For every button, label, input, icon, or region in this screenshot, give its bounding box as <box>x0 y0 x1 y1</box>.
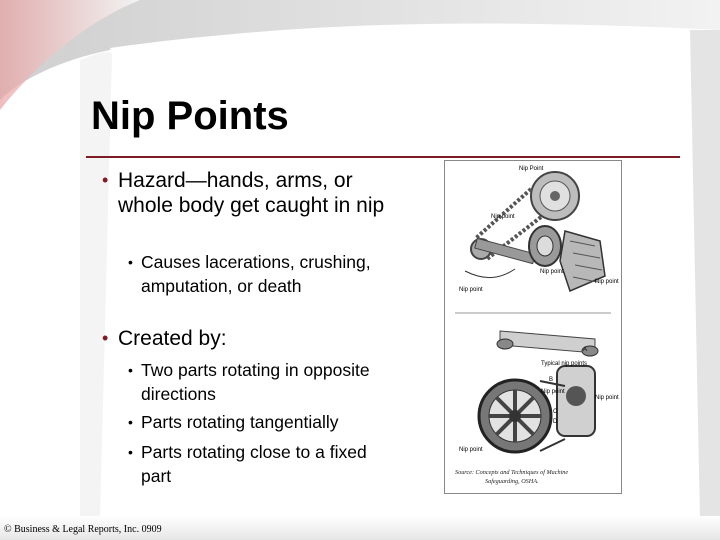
sub-bullet-item <box>128 358 381 406</box>
bullet-dot-icon: • <box>102 170 109 190</box>
sub-bullet-text: Parts rotating tangentially <box>141 412 339 432</box>
bullet-item <box>98 168 388 218</box>
sub-bullet-item <box>128 250 381 298</box>
machinery-diagram <box>445 161 621 493</box>
label-nip-point-lower-right: Nip point <box>595 395 619 401</box>
page-title: Nip Points <box>91 94 289 138</box>
flywheel-icon <box>479 366 595 452</box>
sub-bullet-item <box>128 410 381 434</box>
sub-bullet-text: Causes lacerations, crushing, amputation, or death <box>141 252 371 296</box>
sub-bullet-item <box>128 440 381 488</box>
copyright-footer: © Business & Legal Reports, Inc. 0909 <box>4 524 162 535</box>
bullet-text: Created by: <box>118 327 227 350</box>
bullet-dot-icon: • <box>128 444 133 460</box>
bullet-dot-icon: • <box>102 328 109 348</box>
nip-points-illustration <box>444 160 622 494</box>
label-nip-point-right: Nip point <box>595 279 619 285</box>
label-nip-point-upper: Nip point <box>491 214 515 220</box>
bullet-text: Hazard—hands, arms, or whole body get caught in nip <box>118 169 385 217</box>
bullet-dot-icon: • <box>128 254 133 270</box>
label-typical-nip-points: Typical nip points <box>541 361 588 367</box>
label-letter-b: B <box>549 377 554 383</box>
sub-bullet-text: Parts rotating close to a fixed part <box>141 442 367 486</box>
label-letter-c: C <box>553 409 558 415</box>
bullet-item <box>98 326 388 351</box>
bullet-dot-icon: • <box>128 414 133 430</box>
label-nip-point-top: Nip Point <box>519 166 544 172</box>
label-nip-point-left: Nip point <box>459 287 483 293</box>
label-nip-point-d: Nip point <box>541 389 565 395</box>
bullet-dot-icon: • <box>128 362 133 378</box>
label-nip-point-bottom-left: Nip point <box>459 447 483 453</box>
label-letter-a: A <box>583 347 588 353</box>
label-nip-point-mid: Nip point <box>540 269 564 275</box>
figure-source-line-1: Source: Concepts and Techniques of Machine <box>455 469 569 476</box>
figure-source-line-2: Safeguarding, OSHA. <box>485 478 539 485</box>
sub-bullet-text: Two parts rotating in opposite directions <box>141 360 370 404</box>
label-letter-d: D <box>553 419 558 425</box>
title-divider <box>86 156 680 158</box>
